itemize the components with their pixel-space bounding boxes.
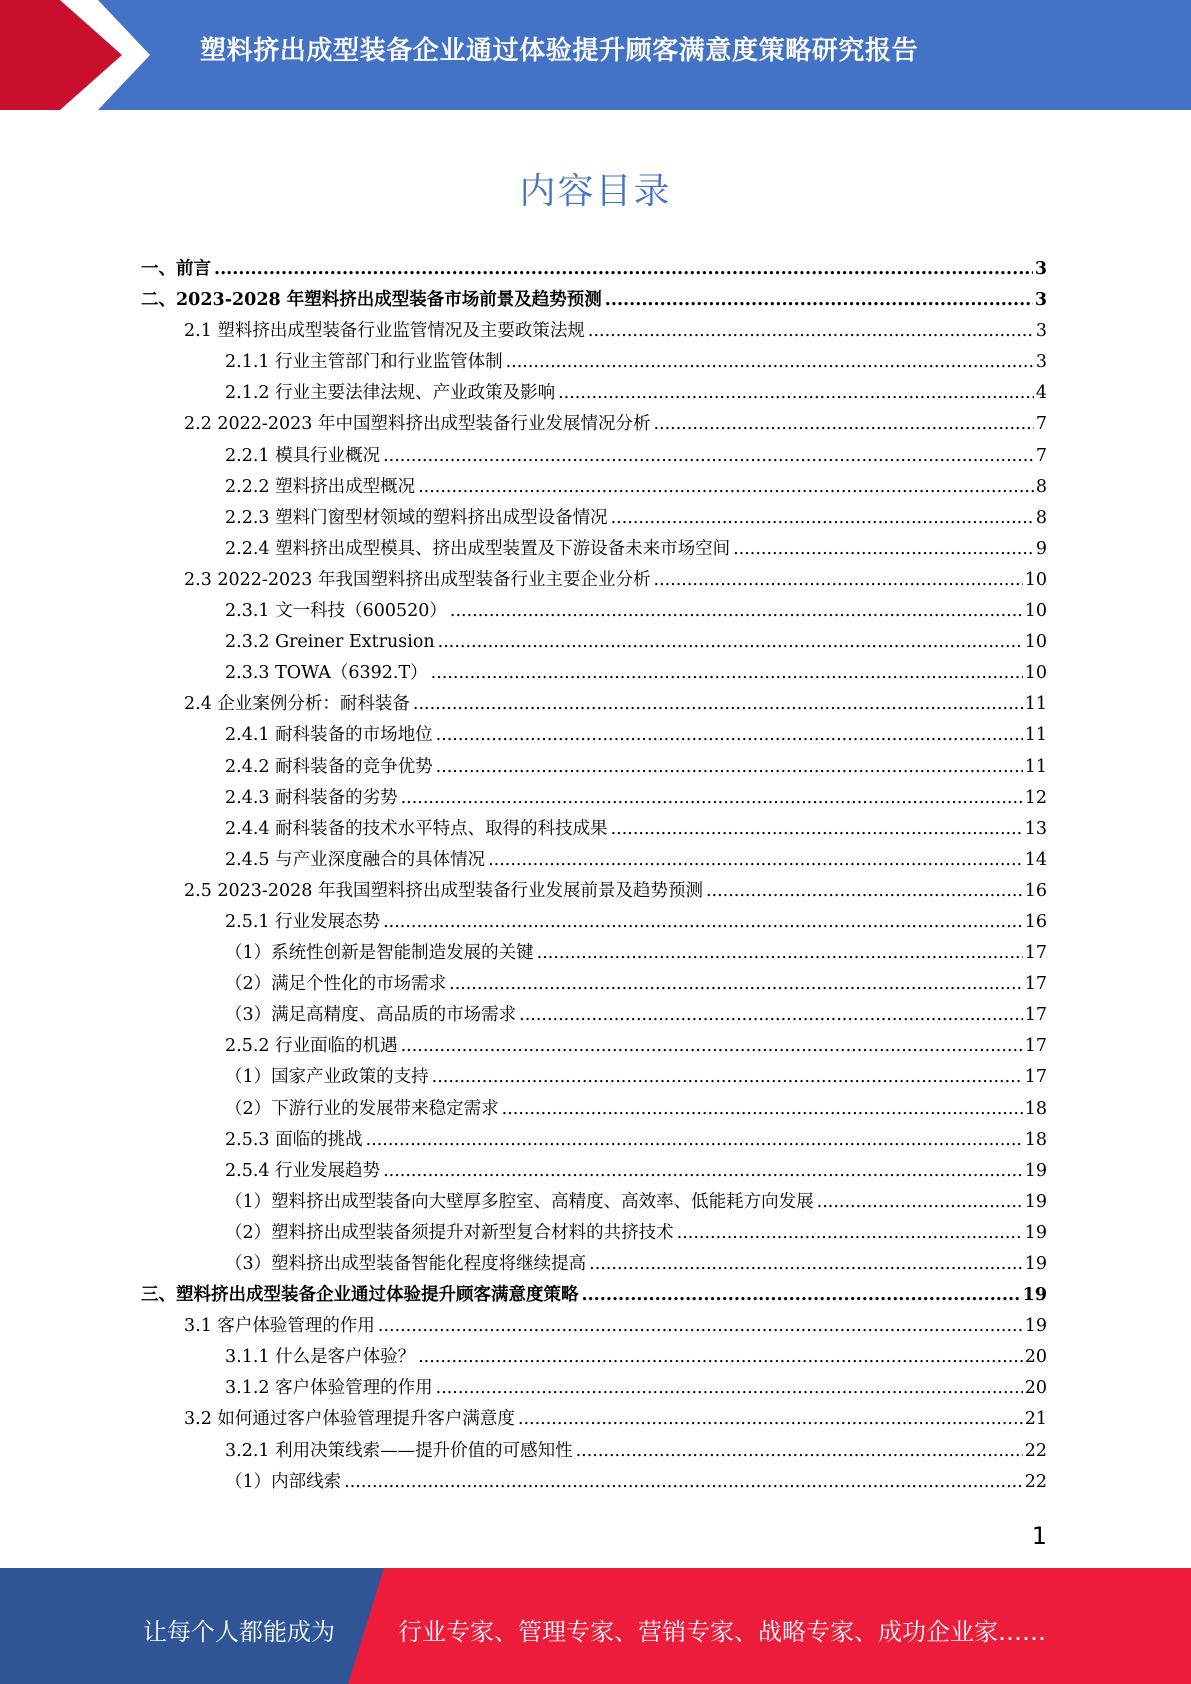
toc-entry[interactable] — [141, 596, 1047, 627]
toc-dot-leader — [576, 1436, 1023, 1467]
toc-entry[interactable] — [141, 814, 1047, 845]
toc-entry-page: 18 — [1024, 1129, 1047, 1150]
toc-dot-leader — [438, 627, 1023, 658]
toc-entry[interactable] — [141, 378, 1047, 409]
toc-entry-page: 19 — [1024, 1316, 1047, 1337]
toc-dot-leader — [450, 596, 1023, 627]
toc-entry[interactable] — [141, 938, 1047, 969]
toc-entry-title: 2.2.1 模具行业概况 — [225, 445, 381, 466]
toc-entry-page: 3 — [1035, 352, 1047, 373]
toc-dot-leader — [378, 1311, 1023, 1342]
toc-dot-leader — [418, 472, 1034, 503]
toc-entry[interactable] — [141, 1187, 1047, 1218]
toc-entry-title: 3.2.1 利用决策线索——提升价值的可感知性 — [225, 1440, 573, 1461]
toc-dot-leader — [588, 316, 1034, 347]
toc-dot-leader — [383, 1156, 1023, 1187]
toc-entry-page: 3 — [1034, 290, 1047, 311]
toc-entry-title: （1）国家产业政策的支持 — [225, 1067, 429, 1088]
toc-entry-title: 2.5.3 面临的挑战 — [225, 1129, 363, 1150]
toc-entry[interactable] — [141, 969, 1047, 1000]
toc-dot-leader — [589, 1249, 1023, 1280]
toc-entry-title: 3.1.1 什么是客户体验？ — [225, 1347, 416, 1368]
toc-entry-title: （2）满足个性化的市场需求 — [225, 974, 447, 995]
table-of-contents — [141, 254, 1047, 1498]
toc-entry-title: （3）满足高精度、高品质的市场需求 — [225, 1005, 517, 1026]
toc-entry[interactable] — [141, 347, 1047, 378]
toc-entry-page: 11 — [1024, 756, 1047, 777]
toc-entry[interactable] — [141, 1467, 1047, 1498]
toc-entry[interactable] — [141, 1436, 1047, 1467]
toc-entry-title: 2.1.2 行业主要法律法规、产业政策及影响 — [225, 383, 556, 404]
toc-dot-leader — [611, 814, 1023, 845]
toc-entry[interactable] — [141, 1373, 1047, 1404]
toc-entry-title: 2.4.3 耐科装备的劣势 — [225, 787, 398, 808]
toc-entry-title: 一、前言 — [141, 259, 211, 279]
toc-entry-title: 2.3 2022-2023 年我国塑料挤出成型装备行业主要企业分析 — [184, 569, 651, 590]
toc-entry-title: （2）塑料挤出成型装备须提升对新型复合材料的共挤技术 — [225, 1222, 674, 1243]
toc-entry-page: 17 — [1024, 1067, 1047, 1088]
toc-entry-page: 12 — [1024, 787, 1047, 808]
toc-entry-title: （2）下游行业的发展带来稳定需求 — [225, 1098, 499, 1119]
toc-entry-page: 17 — [1024, 943, 1047, 964]
footer-slogan-right: 行业专家、管理专家、营销专家、战略专家、成功企业家…… — [398, 1618, 1046, 1646]
toc-dot-leader — [214, 254, 1033, 285]
toc-entry-title: 2.4 企业案例分析：耐科装备 — [184, 694, 410, 715]
toc-entry-title: 2.4.4 耐科装备的技术水平特点、取得的科技成果 — [225, 818, 608, 839]
toc-entry[interactable] — [141, 316, 1047, 347]
toc-entry-page: 16 — [1024, 911, 1047, 932]
toc-entry-title: 2.4.1 耐科装备的市场地位 — [225, 725, 433, 746]
toc-entry-page: 10 — [1024, 632, 1047, 653]
toc-entry-title: 2.5.1 行业发展态势 — [225, 911, 381, 932]
toc-entry-page: 10 — [1024, 663, 1047, 684]
toc-entry[interactable] — [141, 409, 1047, 440]
toc-dot-leader — [432, 1062, 1023, 1093]
toc-entry[interactable] — [141, 472, 1047, 503]
toc-entry[interactable] — [141, 1280, 1047, 1311]
toc-entry-page: 14 — [1024, 849, 1047, 870]
toc-entry-page: 7 — [1035, 445, 1047, 466]
toc-entry-title: 二、2023-2028 年塑料挤出成型装备市场前景及趋势预测 — [141, 290, 602, 311]
toc-entry[interactable] — [141, 1342, 1047, 1373]
toc-entry-title: 2.1 塑料挤出成型装备行业监管情况及主要政策法规 — [184, 321, 585, 342]
toc-entry-page: 13 — [1024, 818, 1047, 839]
toc-dot-leader — [344, 1467, 1023, 1498]
toc-entry-page: 22 — [1024, 1440, 1047, 1461]
toc-entry-page: 11 — [1024, 694, 1047, 715]
toc-entry[interactable] — [141, 503, 1047, 534]
toc-entry[interactable] — [141, 1156, 1047, 1187]
toc-dot-leader — [383, 441, 1034, 472]
toc-entry-title: 2.2.4 塑料挤出成型模具、挤出成型装置及下游设备未来市场空间 — [225, 538, 731, 559]
toc-entry-page: 3 — [1034, 259, 1047, 279]
toc-dot-leader — [413, 689, 1023, 720]
toc-entry-title: 2.3.2 Greiner Extrusion — [225, 632, 435, 653]
toc-entry-page: 22 — [1024, 1471, 1047, 1492]
toc-dot-leader — [436, 752, 1023, 783]
toc-entry[interactable] — [141, 565, 1047, 596]
toc-entry-title: 3.1.2 客户体验管理的作用 — [225, 1378, 433, 1399]
toc-dot-leader — [519, 1000, 1023, 1031]
footer-slogan-left: 让每个人都能成为 — [143, 1618, 335, 1646]
toc-entry-page: 9 — [1035, 538, 1047, 559]
toc-entry[interactable] — [141, 845, 1047, 876]
toc-dot-leader — [401, 783, 1023, 814]
report-title: 塑料挤出成型装备企业通过体验提升顾客满意度策略研究报告 — [200, 36, 919, 66]
toc-dot-leader — [537, 938, 1023, 969]
toc-entry-page: 19 — [1024, 1191, 1047, 1212]
page-number: 1 — [1031, 1522, 1047, 1550]
toc-dot-leader — [436, 720, 1023, 751]
toc-entry[interactable] — [141, 720, 1047, 751]
header-banner — [0, 0, 1191, 110]
toc-entry-title: 2.2.2 塑料挤出成型概况 — [225, 476, 416, 497]
toc-entry-title: 2.4.2 耐科装备的竞争优势 — [225, 756, 433, 777]
toc-entry[interactable] — [141, 285, 1047, 316]
toc-dot-leader — [431, 658, 1023, 689]
toc-entry-page: 10 — [1024, 569, 1047, 590]
toc-entry-page: 10 — [1024, 601, 1047, 622]
toc-entry-title: （3）塑料挤出成型装备智能化程度将继续提高 — [225, 1254, 587, 1274]
toc-entry[interactable] — [141, 658, 1047, 689]
toc-entry-title: （1）塑料挤出成型装备向大壁厚多腔室、高精度、高效率、低能耗方向发展 — [225, 1191, 814, 1212]
toc-entry[interactable] — [141, 254, 1047, 285]
toc-dot-leader — [518, 1404, 1023, 1435]
toc-dot-leader — [449, 969, 1023, 1000]
toc-entry-page: 18 — [1024, 1098, 1047, 1119]
toc-entry[interactable] — [141, 1000, 1047, 1031]
toc-dot-leader — [401, 1031, 1023, 1062]
toc-entry-page: 20 — [1024, 1378, 1047, 1399]
toc-entry-title: 2.3.1 文一科技（600520） — [225, 601, 447, 622]
toc-entry[interactable] — [141, 1218, 1047, 1249]
toc-entry-page: 8 — [1035, 507, 1047, 528]
toc-entry-title: （1）系统性创新是智能制造发展的关键 — [225, 943, 534, 964]
toc-entry-title: 2.4.5 与产业深度融合的具体情况 — [225, 849, 486, 870]
toc-entry[interactable] — [141, 876, 1047, 907]
toc-entry-title: 2.5 2023-2028 年我国塑料挤出成型装备行业发展前景及趋势预测 — [184, 880, 703, 901]
toc-dot-leader — [418, 1342, 1023, 1373]
toc-entry-title: （1）内部线索 — [225, 1471, 342, 1492]
toc-entry[interactable] — [141, 689, 1047, 720]
toc-dot-leader — [733, 534, 1034, 565]
toc-dot-leader — [383, 907, 1023, 938]
toc-dot-leader — [488, 845, 1023, 876]
toc-entry[interactable] — [141, 1062, 1047, 1093]
toc-entry-page: 17 — [1024, 1005, 1047, 1026]
toc-entry-page: 19 — [1024, 1160, 1047, 1181]
toc-entry[interactable] — [141, 1249, 1047, 1280]
toc-entry-title: 2.3.3 TOWA（6392.T） — [225, 663, 428, 684]
toc-entry[interactable] — [141, 907, 1047, 938]
toc-entry-page: 17 — [1024, 1036, 1047, 1057]
toc-dot-leader — [706, 876, 1023, 907]
toc-entry-page: 17 — [1024, 974, 1047, 995]
toc-entry-title: 2.2.3 塑料门窗型材领域的塑料挤出成型设备情况 — [225, 507, 608, 528]
toc-entry-page: 7 — [1035, 414, 1047, 435]
toc-dot-leader — [653, 409, 1033, 440]
toc-entry-page: 19 — [1024, 1254, 1047, 1274]
toc-entry-page: 19 — [1024, 1222, 1047, 1243]
toc-dot-leader — [436, 1373, 1023, 1404]
toc-entry[interactable] — [141, 1125, 1047, 1156]
toc-dot-leader — [366, 1125, 1023, 1156]
toc-entry-title: 2.5.4 行业发展趋势 — [225, 1160, 381, 1181]
toc-entry-page: 8 — [1035, 476, 1047, 497]
toc-entry-title: 3.1 客户体验管理的作用 — [184, 1316, 375, 1337]
toc-dot-leader — [582, 1280, 1021, 1311]
toc-entry-page: 16 — [1024, 880, 1047, 901]
toc-heading: 内容目录 — [519, 171, 672, 212]
toc-entry[interactable] — [141, 627, 1047, 658]
toc-entry-title: 2.5.2 行业面临的机遇 — [225, 1036, 398, 1057]
toc-entry-page: 20 — [1024, 1347, 1047, 1368]
toc-entry[interactable] — [141, 783, 1047, 814]
toc-dot-leader — [817, 1187, 1023, 1218]
toc-entry-title: 3.2 如何通过客户体验管理提升客户满意度 — [184, 1409, 515, 1430]
toc-entry[interactable] — [141, 1031, 1047, 1062]
toc-entry-page: 19 — [1022, 1285, 1047, 1306]
toc-dot-leader — [611, 503, 1034, 534]
toc-entry-title: 2.2 2022-2023 年中国塑料挤出成型装备行业发展情况分析 — [184, 414, 651, 435]
toc-entry[interactable] — [141, 441, 1047, 472]
toc-entry-title: 三、塑料挤出成型装备企业通过体验提升顾客满意度策略 — [141, 1285, 579, 1306]
toc-entry-page: 4 — [1035, 383, 1047, 404]
toc-entry[interactable] — [141, 1311, 1047, 1342]
toc-dot-leader — [506, 347, 1034, 378]
toc-dot-leader — [653, 565, 1022, 596]
toc-entry[interactable] — [141, 1404, 1047, 1435]
toc-dot-leader — [677, 1218, 1023, 1249]
toc-entry[interactable] — [141, 534, 1047, 565]
toc-entry-page: 21 — [1024, 1409, 1047, 1430]
toc-entry-title: 2.1.1 行业主管部门和行业监管体制 — [225, 352, 503, 373]
toc-entry-page: 11 — [1024, 725, 1047, 746]
toc-entry[interactable] — [141, 1094, 1047, 1125]
toc-dot-leader — [502, 1094, 1023, 1125]
footer-banner — [0, 1568, 1191, 1684]
toc-entry-page: 3 — [1035, 321, 1047, 342]
toc-dot-leader — [605, 285, 1033, 316]
toc-dot-leader — [558, 378, 1034, 409]
toc-entry[interactable] — [141, 752, 1047, 783]
